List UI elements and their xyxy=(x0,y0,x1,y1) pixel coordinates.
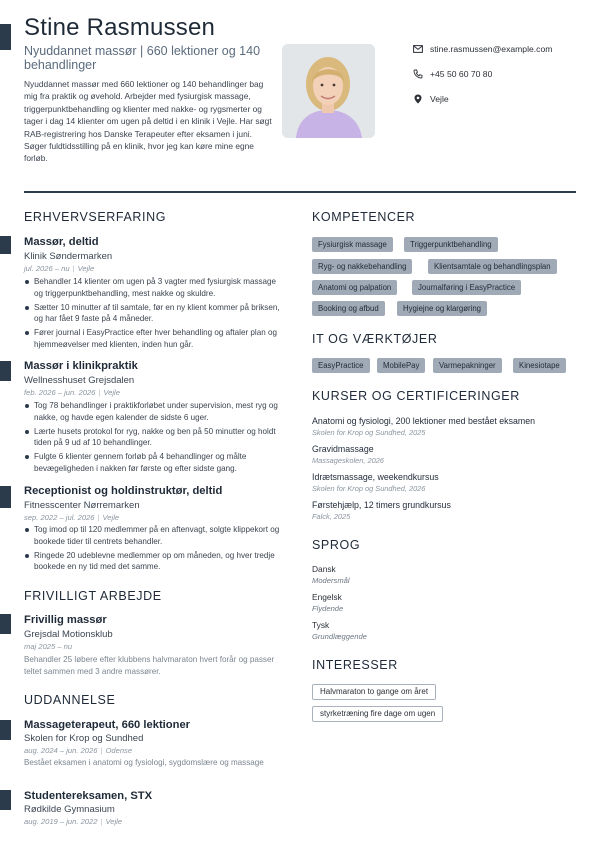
language-name: Engelsk xyxy=(312,592,342,602)
education-place: Odense xyxy=(105,746,133,755)
skill-tag: Booking og afbud xyxy=(312,301,385,316)
job-title: Receptionist og holdinstruktør, deltid xyxy=(24,485,223,497)
volunteer-org: Grejsdal Motionsklub xyxy=(24,629,113,640)
job-meta: feb. 2026 – jun. 2026 | Vejle xyxy=(24,388,120,397)
volunteer-description: Behandler 25 løbere efter klubbens halvmaraton hvert forår og passer teltet sammen med 3 andre massører. xyxy=(24,655,275,676)
interest-tag: Halvmaraton to gange om året xyxy=(312,684,436,700)
language-level: Grundlæggende xyxy=(312,632,367,641)
bullet-item: Behandler 14 klienter om ugen på 3 vagter med fysiurgisk massage og triggerpunktbehandling, mest nakke og skuldre. xyxy=(24,276,282,299)
job-bullets xyxy=(24,400,282,477)
language-name: Tysk xyxy=(312,620,330,630)
job-dates: feb. 2026 – jun. 2026 xyxy=(24,388,96,397)
skill-tag: Journalføring i EasyPractice xyxy=(412,280,521,295)
section-title-interests: INTERESSER xyxy=(312,658,398,672)
mail-icon xyxy=(413,44,423,54)
education-dates: aug. 2019 – jun. 2022 xyxy=(24,817,98,826)
job-bullets xyxy=(24,276,282,353)
bullet-item: Tog imod op til 120 medlemmer på en aftenvagt, solgte klippekort og bookede tider til centrets behandler. xyxy=(24,524,282,547)
section-title-tools: IT OG VÆRKTØJER xyxy=(312,332,438,346)
tool-tag: MobilePay xyxy=(377,358,425,373)
accent-bar xyxy=(0,614,11,634)
section-title-volunteer: FRIVILLIGT ARBEJDE xyxy=(24,589,162,603)
section-title-courses: KURSER OG CERTIFICERINGER xyxy=(312,389,520,403)
course-provider: Skolen for Krop og Sundhed, 2025 xyxy=(312,428,426,437)
accent-bar xyxy=(0,720,11,740)
bullet-item: Sætter 10 minutter af til samtale, før en ny klient kommer på briksen, og har fået 9 faste på 4 måneder. xyxy=(24,302,282,325)
education-dates: aug. 2024 – jun. 2026 xyxy=(24,746,98,755)
accent-bar xyxy=(0,361,11,381)
education-title: Massageterapeut, 660 lektioner xyxy=(24,719,191,731)
portrait-illustration xyxy=(282,44,375,138)
interest-tag: styrketræning fire dage om ugen xyxy=(312,706,443,722)
tool-tag: Kinesiotape xyxy=(513,358,566,373)
course-title: Anatomi og fysiologi, 200 lektioner med bestået eksamen xyxy=(312,416,535,426)
job-place: Vejle xyxy=(77,264,95,273)
skill-tag: Ryg- og nakkebehandling xyxy=(312,259,412,274)
accent-bar xyxy=(0,790,11,810)
phone-icon xyxy=(413,69,423,79)
profile-photo xyxy=(282,44,375,138)
education-place: Vejle xyxy=(105,817,123,826)
candidate-name: Stine Rasmussen xyxy=(24,14,216,41)
location-text: Vejle xyxy=(430,94,449,104)
language-name: Dansk xyxy=(312,564,336,574)
education-meta: aug. 2024 – jun. 2026 | Odense xyxy=(24,746,133,755)
course-title: Førstehjælp, 12 timers grundkursus xyxy=(312,500,451,510)
language-level: Modersmål xyxy=(312,576,350,585)
bullet-item: Ringede 20 udeblevne medlemmer op om måneden, og hver tredje bookede en ny tid med det samme. xyxy=(24,550,282,573)
course-provider: Massageskolen, 2026 xyxy=(312,456,384,465)
location-pin-icon xyxy=(413,94,423,104)
bullet-item: Fører journal i EasyPractice efter hver behandling og aftaler plan og hjemmeøvelser med klienten, inden hun går. xyxy=(24,327,282,350)
education-school: Rødkilde Gymnasium xyxy=(24,804,115,815)
tool-tag: EasyPractice xyxy=(312,358,370,373)
skill-tag: Klientsamtale og behandlingsplan xyxy=(428,259,557,274)
job-employer: Fitnesscenter Nørremarken xyxy=(24,500,140,511)
job-place: Vejle xyxy=(102,513,120,522)
accent-bar xyxy=(0,24,11,50)
headline: Nyuddannet massør | 660 lektioner og 140 behandlinger xyxy=(24,44,261,72)
language-level: Flydende xyxy=(312,604,344,613)
skill-tag: Anatomi og palpation xyxy=(312,280,397,295)
education-title: Studentereksamen, STX xyxy=(24,790,153,802)
bullet-item: Tog 78 behandlinger i praktikforløbet under supervision, mest ryg og nakke, og havde egen kalender de sidste 6 uger. xyxy=(24,400,282,423)
email-text: stine.rasmussen@example.com xyxy=(430,44,553,54)
job-bullets xyxy=(24,524,282,575)
contact-email[interactable] xyxy=(413,44,552,54)
job-title: Massør, deltid xyxy=(24,236,99,248)
job-employer: Wellnesshuset Grejsdalen xyxy=(24,375,135,386)
contact-phone[interactable] xyxy=(413,69,492,79)
skill-tag: Hygiejne og klargøring xyxy=(397,301,487,316)
course-provider: Falck, 2025 xyxy=(312,512,351,521)
accent-bar xyxy=(0,236,11,254)
skill-tag: Fysiurgisk massage xyxy=(312,237,393,252)
course-title: Idrætsmassage, weekendkursus xyxy=(312,472,439,482)
phone-text: +45 50 60 70 80 xyxy=(430,69,493,79)
section-title-experience: ERHVERVSERFARING xyxy=(24,210,167,224)
skill-tag: Triggerpunktbehandling xyxy=(404,237,498,252)
job-dates: jul. 2026 – nu xyxy=(24,264,70,273)
bullet-item: Lærte husets protokol for ryg, nakke og ben på 50 minutter og holdt tiden på 9 ud af 10 behandlinger. xyxy=(24,426,282,449)
education-description: Bestået eksamen i anatomi og fysiologi, sygdomslære og massage xyxy=(24,758,264,767)
job-employer: Klinik Søndermarken xyxy=(24,251,113,262)
accent-bar xyxy=(0,486,11,508)
section-title-education: UDDANNELSE xyxy=(24,693,116,707)
contact-location xyxy=(413,94,449,104)
section-title-languages: SPROG xyxy=(312,538,361,552)
bullet-item: Fulgte 6 klienter gennem forløb på 4 behandlinger og målte bevægeligheden i nakken før første og efter sidste gang. xyxy=(24,451,282,474)
job-title: Massør i klinikpraktik xyxy=(24,360,138,372)
job-place: Vejle xyxy=(103,388,120,397)
tool-tag: Varmepakninger xyxy=(433,358,502,373)
profile-summary: Nyuddannet massør med 660 lektioner og 140 behandlinger bag mig fra praktik og øvehold. Arbejder med fysiurgisk massage, triggerpunktbehandling og klienter med nakke- og rygsmerter og tager i dag 14 klienter om ugen på deltid i en klinik i Vejle. Har søgt RAB-registrering hos Danske Terapeuter efter eksamen i juni. Søger fuldtidsstilling på en klinik, hvor jeg kan køre mine egne forløb. xyxy=(24,79,272,164)
job-dates: sep. 2022 – jul. 2026 xyxy=(24,513,95,522)
education-meta: aug. 2019 – jun. 2022 | Vejle xyxy=(24,817,123,826)
course-title: Gravidmassage xyxy=(312,444,374,454)
education-school: Skolen for Krop og Sundhed xyxy=(24,733,144,744)
volunteer-role: Frivillig massør xyxy=(24,614,107,626)
course-provider: Skolen for Krop og Sundhed, 2026 xyxy=(312,484,426,493)
volunteer-dates: maj 2025 – nu xyxy=(24,642,73,651)
header-divider xyxy=(24,191,576,193)
section-title-skills: KOMPETENCER xyxy=(312,210,416,224)
job-meta: sep. 2022 – jul. 2026 | Vejle xyxy=(24,513,120,522)
job-meta: jul. 2026 – nu | Vejle xyxy=(24,264,95,273)
